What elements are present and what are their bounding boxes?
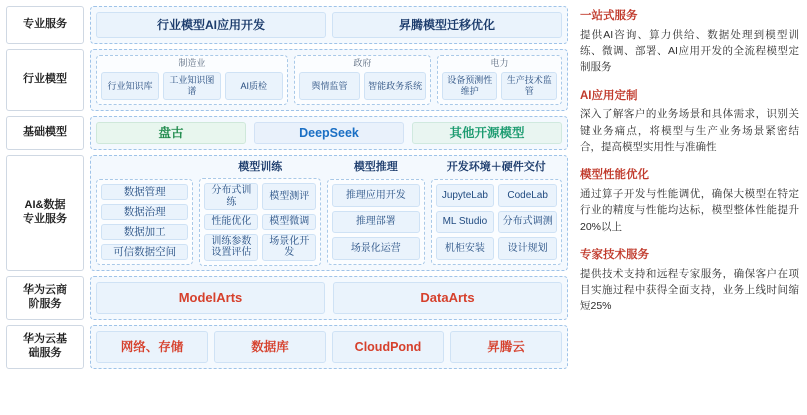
cell-rack-installation[interactable]: 机柜安装 xyxy=(436,237,495,260)
note-title: AI应用定制 xyxy=(580,89,638,102)
group-items-manufacturing xyxy=(101,72,283,100)
row-label-ai-data-professional-services xyxy=(6,155,84,271)
cell-performance-optimization[interactable]: 性能优化 xyxy=(204,214,258,230)
group-items-government xyxy=(299,72,426,100)
row-label-line2: 专业服务 xyxy=(23,213,67,225)
column-box-data-services xyxy=(96,179,193,265)
cell-jupyterlab[interactable]: JupyteLab xyxy=(436,184,495,207)
row-body-huawei-cloud-infrastructure xyxy=(90,325,568,369)
cell-scenario-development[interactable]: 场景化开发 xyxy=(262,234,316,261)
row-body-industry-model xyxy=(90,49,568,111)
item-dataarts[interactable]: DataArts xyxy=(333,282,562,314)
row-body-foundation-model xyxy=(90,116,568,150)
group-title-manufacturing: 制造业 xyxy=(178,58,206,68)
group-title-power: 电力 xyxy=(490,58,509,68)
item-pangu[interactable]: 盘古 xyxy=(96,122,246,144)
cell-data-governance[interactable]: 数据治理 xyxy=(101,204,188,220)
column-data-services xyxy=(96,161,193,265)
note-model-performance-optimization xyxy=(580,169,799,235)
item-predictive-maintenance[interactable]: 设备预测性维护 xyxy=(442,72,498,100)
column-box-dev-env-hardware xyxy=(431,179,562,265)
cell-model-evaluation[interactable]: 模型测评 xyxy=(262,183,316,210)
group-manufacturing xyxy=(96,55,288,105)
row-foundation-model xyxy=(6,116,568,150)
row-huawei-cloud-commercial xyxy=(6,276,568,320)
column-box-model-inference xyxy=(327,179,424,265)
row-label-huawei-cloud-commercial xyxy=(6,276,84,320)
item-industry-model-ai-app-dev[interactable]: 行业模型AI应用开发 xyxy=(96,12,326,38)
cell-ml-studio[interactable]: ML Studio xyxy=(436,211,495,234)
item-cloudpond[interactable]: CloudPond xyxy=(332,331,444,363)
item-industry-knowledge-base[interactable]: 行业知识库 xyxy=(101,72,159,100)
row-label-line2: 础服务 xyxy=(28,347,62,359)
row-label-line1: 华为云基 xyxy=(23,333,67,346)
item-production-tech-supervision[interactable]: 生产技术监管 xyxy=(501,72,557,100)
note-body: 提供技术支持和远程专家服务，确保客户在项目实施过程中获得全面支持，业务上线时间缩短25% xyxy=(580,267,799,313)
item-smart-government-system[interactable]: 智能政务系统 xyxy=(364,72,426,100)
cell-distributed-training[interactable]: 分布式训练 xyxy=(204,183,258,210)
row-huawei-cloud-infrastructure xyxy=(6,325,568,369)
item-deepseek[interactable]: DeepSeek xyxy=(254,122,404,144)
note-body: 提供AI咨询、算力供给、数据处理到模型训练、微调、部署、AI应用开发的全流程模型定制服务 xyxy=(580,28,799,74)
column-dev-env-hardware xyxy=(431,161,562,265)
cell-data-management[interactable]: 数据管理 xyxy=(101,184,188,200)
cell-data-processing[interactable]: 数据加工 xyxy=(101,224,188,240)
note-title: 专家技术服务 xyxy=(580,248,649,261)
note-ai-app-customization xyxy=(580,90,799,156)
cell-model-fine-tuning[interactable]: 模型微调 xyxy=(262,214,316,230)
cell-scenario-operation[interactable]: 场景化运营 xyxy=(332,237,419,260)
note-expert-technical-service xyxy=(580,249,799,315)
column-model-inference xyxy=(327,161,424,265)
item-public-opinion-supervision[interactable]: 舆情监管 xyxy=(299,72,361,100)
column-model-training xyxy=(199,161,321,265)
row-body-ai-data-professional-services xyxy=(90,155,568,271)
cell-distributed-debugging[interactable]: 分布式调测 xyxy=(498,211,557,234)
row-label-line1: AI&数据 xyxy=(24,199,66,212)
column-head-data-services xyxy=(96,161,193,175)
note-title: 模型性能优化 xyxy=(580,169,649,182)
row-label-professional-services: 专业服务 xyxy=(6,6,84,44)
row-ai-data-professional-services xyxy=(6,155,568,271)
row-professional-services xyxy=(6,6,568,44)
column-head-model-training: 模型训练 xyxy=(238,161,283,173)
note-body: 通过算子开发与性能调优，确保大模型在特定行业的精度与性能均达标，模型整体性能提升20%以上 xyxy=(580,187,799,233)
notes-panel xyxy=(572,0,807,415)
note-one-stop-service xyxy=(580,10,799,76)
row-label-line1: 华为云商 xyxy=(23,284,67,297)
row-body-huawei-cloud-commercial xyxy=(90,276,568,320)
cell-trusted-data-space[interactable]: 可信数据空间 xyxy=(101,244,188,260)
cell-design-planning[interactable]: 设计规划 xyxy=(498,237,557,260)
item-industrial-knowledge-graph[interactable]: 工业知识图谱 xyxy=(163,72,221,100)
item-ascend-cloud[interactable]: 昇腾云 xyxy=(450,331,562,363)
group-government xyxy=(294,55,431,105)
row-label-foundation-model: 基础模型 xyxy=(6,116,84,150)
item-network-storage[interactable]: 网络、存储 xyxy=(96,331,208,363)
row-label-line2: 阶服务 xyxy=(28,298,62,310)
cell-training-param-eval[interactable]: 训练参数设置评估 xyxy=(204,234,258,261)
cell-inference-deployment[interactable]: 推理部署 xyxy=(332,211,419,234)
item-ascend-model-migration-opt[interactable]: 昇腾模型迁移优化 xyxy=(332,12,562,38)
column-box-model-training xyxy=(199,178,321,266)
cell-inference-app-dev[interactable]: 推理应用开发 xyxy=(332,184,419,207)
column-head-model-inference: 模型推理 xyxy=(353,161,398,174)
item-other-open-source-models[interactable]: 其他开源模型 xyxy=(412,122,562,144)
cell-codelab[interactable]: CodeLab xyxy=(498,184,557,207)
group-title-government: 政府 xyxy=(353,58,372,68)
group-items-power xyxy=(442,72,557,100)
row-label-huawei-cloud-infrastructure xyxy=(6,325,84,369)
group-power xyxy=(437,55,562,105)
row-industry-model xyxy=(6,49,568,111)
item-database[interactable]: 数据库 xyxy=(214,331,326,363)
row-label-industry-model: 行业模型 xyxy=(6,49,84,111)
item-modelarts[interactable]: ModelArts xyxy=(96,282,325,314)
column-head-dev-env-hardware: 开发环境＋硬件交付 xyxy=(446,161,546,174)
row-body-professional-services xyxy=(90,6,568,44)
item-ai-quality-inspection[interactable]: AI质检 xyxy=(225,72,283,100)
note-body: 深入了解客户的业务场景和具体需求，识别关键业务痛点，将模型与生产业务场景紧密结合，提高模型实用性与准确性 xyxy=(580,108,799,153)
note-title: 一站式服务 xyxy=(580,10,638,22)
